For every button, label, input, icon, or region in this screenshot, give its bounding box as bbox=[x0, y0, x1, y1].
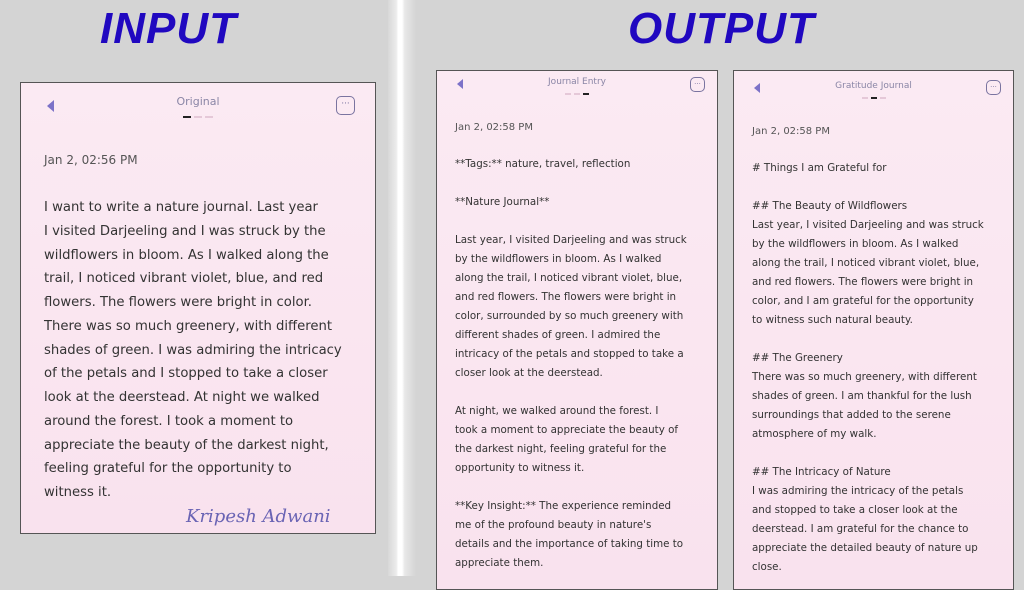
text-line: around the forest. I took a moment to bbox=[44, 413, 294, 429]
text-line: details and the importance of taking time to bbox=[455, 538, 684, 550]
text-line bbox=[752, 330, 984, 349]
page-dots bbox=[183, 116, 213, 118]
page-dots bbox=[862, 97, 886, 99]
panel-divider bbox=[388, 0, 416, 576]
text-line: me of the profound beauty in nature's bbox=[455, 519, 652, 531]
text-line: I visited Darjeeling and I was struck by the bbox=[44, 223, 326, 239]
text-line: flowers. The flowers were bright in color. bbox=[44, 295, 312, 310]
text-line: shades of green. I was admiring the intricacy bbox=[44, 342, 342, 358]
text-line: and red flowers. The flowers were bright in bbox=[752, 276, 974, 288]
card-title: Original bbox=[176, 95, 220, 108]
text-line: wildflowers in bloom. As I walked along the bbox=[44, 247, 329, 263]
text-line: I was admiring the intricacy of the petals bbox=[752, 485, 964, 497]
text-line: by the wildflowers in bloom. As I walked bbox=[455, 253, 662, 265]
text-line: deerstead. I am grateful for the chance to bbox=[752, 523, 969, 535]
text-line: close. bbox=[752, 561, 782, 573]
card-title: Journal Entry bbox=[548, 77, 606, 87]
more-options-icon[interactable]: ··· bbox=[690, 77, 705, 92]
text-line: appreciate the detailed beauty of nature up bbox=[752, 542, 978, 554]
text-line: appreciate them. bbox=[455, 557, 544, 569]
text-line: ## The Beauty of Wildflowers bbox=[752, 200, 908, 212]
output-label: OUTPUT bbox=[628, 4, 815, 53]
text-line: and red flowers. The flowers were bright in bbox=[455, 291, 677, 303]
entry-text bbox=[44, 196, 342, 505]
entry-date: Jan 2, 02:56 PM bbox=[44, 153, 138, 167]
gratitude-journal-card bbox=[733, 70, 1014, 590]
text-line: There was so much greenery, with different bbox=[44, 318, 333, 334]
page-dots bbox=[565, 93, 589, 95]
text-line: closer look at the deerstead. bbox=[455, 367, 603, 379]
entry-text bbox=[455, 155, 687, 573]
text-line bbox=[752, 178, 984, 197]
entry-date: Jan 2, 02:58 PM bbox=[455, 122, 533, 133]
text-line: I want to write a nature journal. Last year bbox=[44, 200, 318, 215]
text-line: ## The Intricacy of Nature bbox=[752, 466, 891, 478]
text-line: ## The Greenery bbox=[752, 352, 843, 364]
text-line: opportunity to witness it. bbox=[455, 462, 585, 474]
text-line: by the wildflowers in bloom. As I walked bbox=[752, 238, 959, 250]
text-line: to witness such natural beauty. bbox=[752, 314, 913, 326]
text-line: the darkest night, feeling grateful for the bbox=[455, 443, 667, 455]
text-line: different shades of green. I admired the bbox=[455, 329, 661, 341]
text-line: intricacy of the petals and stopped to take a bbox=[455, 348, 684, 360]
text-line: **Nature Journal** bbox=[455, 196, 550, 208]
text-line: There was so much greenery, with different bbox=[752, 371, 977, 383]
entry-date: Jan 2, 02:58 PM bbox=[752, 126, 830, 137]
text-line: surroundings that added to the serene bbox=[752, 409, 951, 421]
input-card bbox=[20, 82, 376, 534]
text-line bbox=[455, 383, 687, 402]
text-line: along the trail, I noticed vibrant violet, blue, bbox=[455, 272, 683, 284]
card-title: Gratitude Journal bbox=[835, 81, 912, 91]
text-line: trail, I noticed vibrant violet, blue, and red bbox=[44, 271, 324, 287]
text-line: along the trail, I noticed vibrant violet, blue, bbox=[752, 257, 980, 269]
text-line: and stopped to take a closer look at the bbox=[752, 504, 958, 516]
text-line: shades of green. I am thankful for the lush bbox=[752, 390, 972, 402]
text-line: of the petals and I stopped to take a closer bbox=[44, 366, 328, 382]
text-line: Last year, I visited Darjeeling and was struck bbox=[455, 234, 687, 246]
entry-text bbox=[752, 159, 984, 577]
text-line: appreciate the beauty of the darkest night, bbox=[44, 437, 329, 453]
text-line: color, surrounded by so much greenery with bbox=[455, 310, 684, 322]
text-line: # Things I am Grateful for bbox=[752, 162, 887, 174]
input-label: INPUT bbox=[100, 4, 237, 53]
text-line: **Key Insight:** The experience reminded bbox=[455, 500, 672, 512]
text-line: took a moment to appreciate the beauty of bbox=[455, 424, 679, 436]
signature: Kripesh Adwani bbox=[186, 506, 331, 527]
text-line: At night, we walked around the forest. I bbox=[455, 405, 659, 417]
text-line: Last year, I visited Darjeeling and was struck bbox=[752, 219, 984, 231]
text-line: **Tags:** nature, travel, reflection bbox=[455, 158, 631, 170]
text-line: feeling grateful for the opportunity to bbox=[44, 461, 292, 477]
text-line bbox=[455, 478, 687, 497]
text-line: witness it. bbox=[44, 485, 112, 500]
journal-entry-card bbox=[436, 70, 718, 590]
text-line bbox=[455, 212, 687, 231]
text-line: color, and I am grateful for the opportunity bbox=[752, 295, 974, 307]
text-line: atmosphere of my walk. bbox=[752, 428, 877, 440]
more-options-icon[interactable]: ··· bbox=[336, 96, 355, 115]
text-line bbox=[752, 444, 984, 463]
text-line bbox=[455, 174, 687, 193]
more-options-icon[interactable]: ··· bbox=[986, 80, 1001, 95]
text-line: look at the deerstead. At night we walked bbox=[44, 390, 320, 405]
